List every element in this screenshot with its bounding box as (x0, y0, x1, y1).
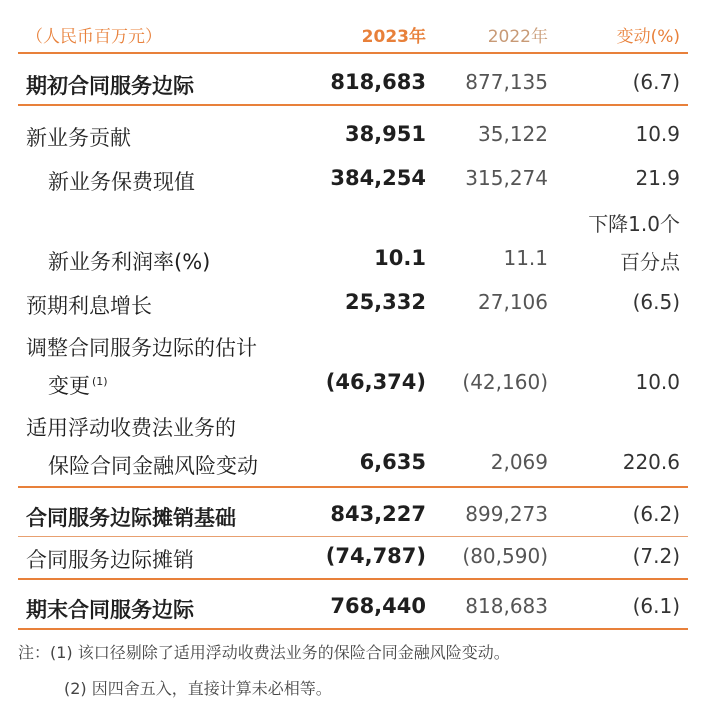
value-2023: 768,440 (330, 594, 426, 618)
footnote-2: (2) 因四舍五入，直接计算未必相等。 (64, 679, 332, 698)
row-label-line2-wrap (48, 370, 108, 400)
row-label: 合同服务边际摊销 (26, 548, 194, 572)
table-row (18, 502, 688, 532)
row-label-line2: 保险合同金融风险变动 (48, 454, 258, 478)
value-change: (6.2) (632, 502, 680, 526)
value-change-line1: 下降1.0个 (588, 212, 680, 236)
row-label: 新业务保费现值 (48, 170, 195, 194)
value-2022: (80,590) (462, 544, 548, 568)
value-change: 10.9 (635, 122, 680, 146)
divider (18, 536, 688, 537)
value-2023: 818,683 (330, 70, 426, 94)
value-2022: 27,106 (478, 290, 548, 314)
value-change: (6.5) (632, 290, 680, 314)
divider (18, 104, 688, 106)
value-change: (7.2) (632, 544, 680, 568)
row-label: 期末合同服务边际 (26, 598, 194, 622)
value-2023: 6,635 (359, 450, 426, 474)
table-row (18, 290, 688, 320)
divider (18, 486, 688, 488)
table-row (18, 544, 688, 574)
value-change: 10.0 (635, 370, 680, 394)
value-2022: 899,273 (465, 502, 548, 526)
value-2022: 818,683 (465, 594, 548, 618)
value-2023: 25,332 (344, 290, 426, 314)
footnote-marker: (1) (92, 375, 108, 388)
unit-label: （人民币百万元） (26, 27, 162, 47)
row-label-line1: 调整合同服务边际的估计 (26, 336, 257, 360)
header-change: 变动(%) (616, 27, 680, 47)
row-label-line2: 变更 (48, 374, 90, 398)
row-label: 新业务利润率(%) (48, 250, 211, 274)
table-row (18, 412, 688, 482)
row-label-line1: 适用浮动收费法业务的 (26, 416, 236, 440)
value-2022: 315,274 (465, 166, 548, 190)
row-label: 合同服务边际摊销基础 (26, 506, 236, 530)
table-row (18, 594, 688, 624)
value-2022: (42,160) (462, 370, 548, 394)
divider (18, 578, 688, 580)
value-2023: 843,227 (330, 502, 426, 526)
header-2023: 2023年 (361, 27, 426, 47)
value-2023: (74,787) (325, 544, 426, 568)
divider (18, 628, 688, 630)
value-change: 21.9 (635, 166, 680, 190)
value-2023: 384,254 (330, 166, 426, 190)
value-2022: 877,135 (465, 70, 548, 94)
table-row (18, 166, 688, 196)
value-2022: 35,122 (478, 122, 548, 146)
row-label: 新业务贡献 (26, 126, 131, 150)
footnote-1: 注：(1) 该口径剔除了适用浮动收费法业务的保险合同金融风险变动。 (18, 643, 510, 662)
table-row (18, 208, 688, 278)
value-2023: 38,951 (344, 122, 426, 146)
table-row (18, 122, 688, 152)
value-change-line2: 百分点 (620, 250, 680, 274)
table-row (18, 70, 688, 100)
value-2023: (46,374) (325, 370, 426, 394)
value-change: (6.1) (632, 594, 680, 618)
row-label: 预期利息增长 (26, 294, 152, 318)
value-change: 220.6 (622, 450, 680, 474)
header-2022: 2022年 (487, 27, 548, 47)
table-row (18, 332, 688, 402)
value-2023: 10.1 (374, 246, 426, 270)
table-header (18, 14, 688, 54)
row-label: 期初合同服务边际 (26, 74, 194, 98)
value-2022: 2,069 (490, 450, 548, 474)
value-2022: 11.1 (503, 246, 548, 270)
value-change: (6.7) (632, 70, 680, 94)
